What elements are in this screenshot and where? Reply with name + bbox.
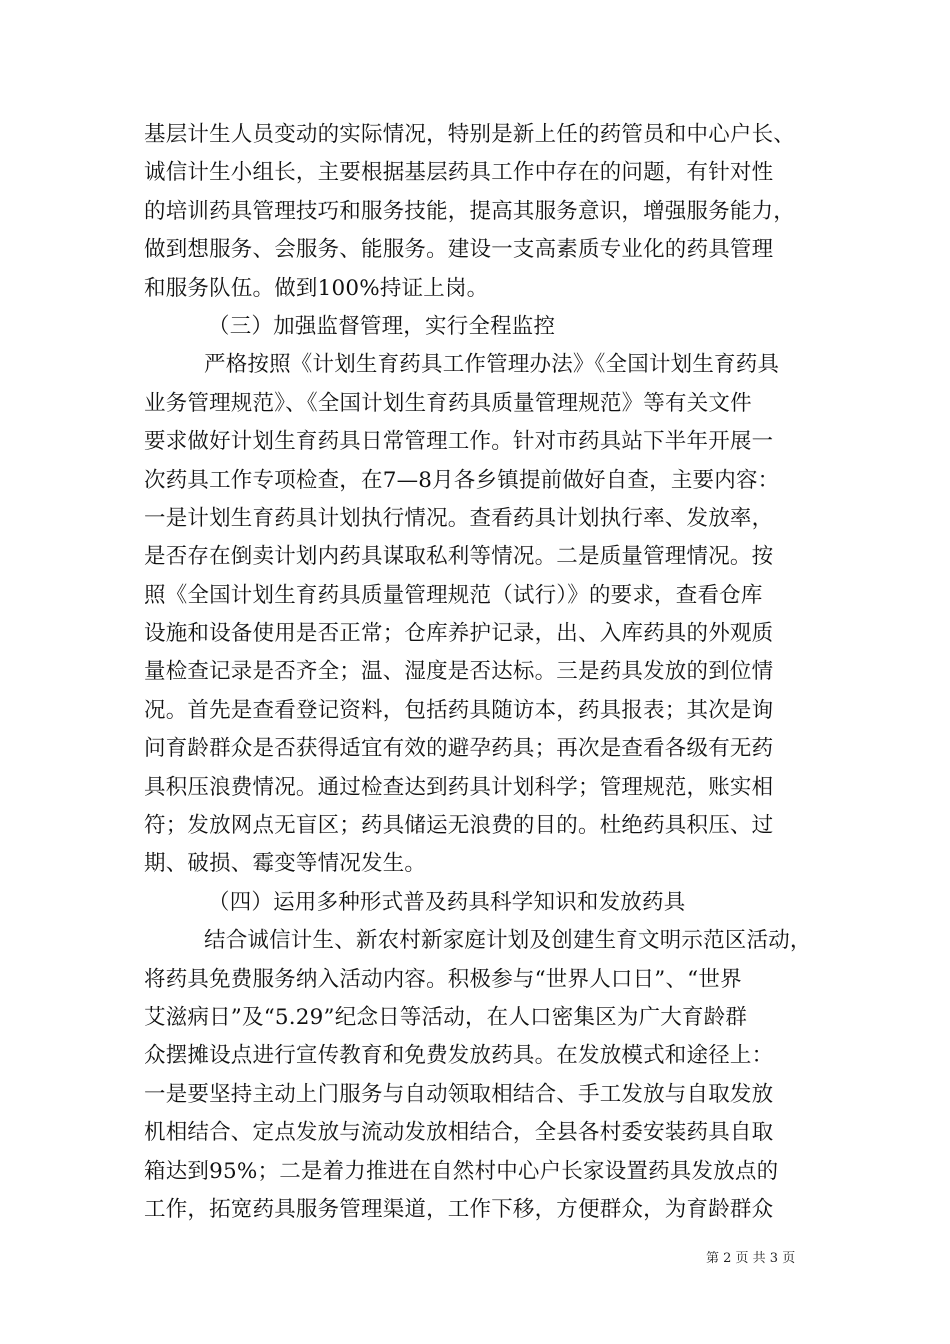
paragraph-line: 一是要坚持主动上门服务与自动领取相结合、手工发放与自取发放 bbox=[144, 1081, 774, 1107]
paragraph-line: 机相结合、定点发放与流动发放相结合，全县各村委安装药具自取 bbox=[144, 1120, 774, 1146]
paragraph-line: 设施和设备使用是否正常；仓库养护记录，出、入库药具的外观质 bbox=[144, 621, 774, 647]
paragraph-line: 和服务队伍。做到100%持证上岗。 bbox=[144, 275, 489, 301]
paragraph-line: 工作，拓宽药具服务管理渠道，工作下移，方便群众，为育龄群众 bbox=[144, 1196, 774, 1222]
page-number-footer: 第 2 页 共 3 页 bbox=[706, 1251, 796, 1266]
paragraph-line: 要求做好计划生育药具日常管理工作。针对市药具站下半年开展一 bbox=[144, 429, 774, 455]
paragraph-line: 将药具免费服务纳入活动内容。积极参与“世界人口日”、“世界 bbox=[144, 966, 742, 992]
paragraph-line: 具积压浪费情况。通过检查达到药具计划科学；管理规范，账实相 bbox=[144, 774, 774, 800]
paragraph-line: 箱达到95%；二是着力推进在自然村中心户长家设置药具发放点的 bbox=[144, 1158, 779, 1184]
paragraph-line: 众摆摊设点进行宣传教育和免费发放药具。在发放模式和途径上： bbox=[144, 1043, 774, 1069]
section-heading: （三）加强监督管理，实行全程监控 bbox=[208, 313, 556, 339]
paragraph-line: 是否存在倒卖计划内药具谋取私利等情况。二是质量管理情况。按 bbox=[144, 544, 774, 570]
paragraph-line: 况。首先是查看登记资料，包括药具随访本，药具报表；其次是询 bbox=[144, 697, 774, 723]
paragraph-line: 符；发放网点无盲区；药具储运无浪费的目的。杜绝药具积压、过 bbox=[144, 813, 774, 839]
paragraph-line: 严格按照《计划生育药具工作管理办法》《全国计划生育药具 bbox=[204, 352, 780, 378]
paragraph-line: 艾滋病日”及“5.29”纪念日等活动，在人口密集区为广大育龄群 bbox=[144, 1004, 748, 1030]
paragraph-line: 期、破损、霉变等情况发生。 bbox=[144, 851, 427, 877]
paragraph-line: 问育龄群众是否获得适宜有效的避孕药具；再次是查看各级有无药 bbox=[144, 736, 774, 762]
paragraph-line: 次药具工作专项检查，在7—8月各乡镇提前做好自查，主要内容： bbox=[144, 467, 780, 493]
document-body bbox=[144, 116, 816, 1229]
paragraph-line: 一是计划生育药具计划执行情况。查看药具计划执行率、发放率， bbox=[144, 505, 774, 531]
paragraph-line: 的培训药具管理技巧和服务技能，提高其服务意识，增强服务能力， bbox=[144, 198, 796, 224]
paragraph-line: 业务管理规范》、《全国计划生育药具质量管理规范》等有关文件 bbox=[144, 390, 752, 416]
paragraph-line: 结合诚信计生、新农村新家庭计划及创建生育文明示范区活动， bbox=[204, 928, 812, 954]
paragraph-line: 照《全国计划生育药具质量管理规范（试行）》的要求，查看仓库 bbox=[144, 582, 763, 608]
paragraph-line: 诚信计生小组长，主要根据基层药具工作中存在的问题，有针对性 bbox=[144, 160, 774, 186]
paragraph-line: 基层计生人员变动的实际情况，特别是新上任的药管员和中心户长、 bbox=[144, 122, 796, 147]
section-heading: （四）运用多种形式普及药具科学知识和发放药具 bbox=[208, 889, 686, 915]
paragraph-line: 量检查记录是否齐全；温、湿度是否达标。三是药具发放的到位情 bbox=[144, 659, 774, 685]
paragraph-line: 做到想服务、会服务、能服务。建设一支高素质专业化的药具管理 bbox=[144, 237, 774, 263]
